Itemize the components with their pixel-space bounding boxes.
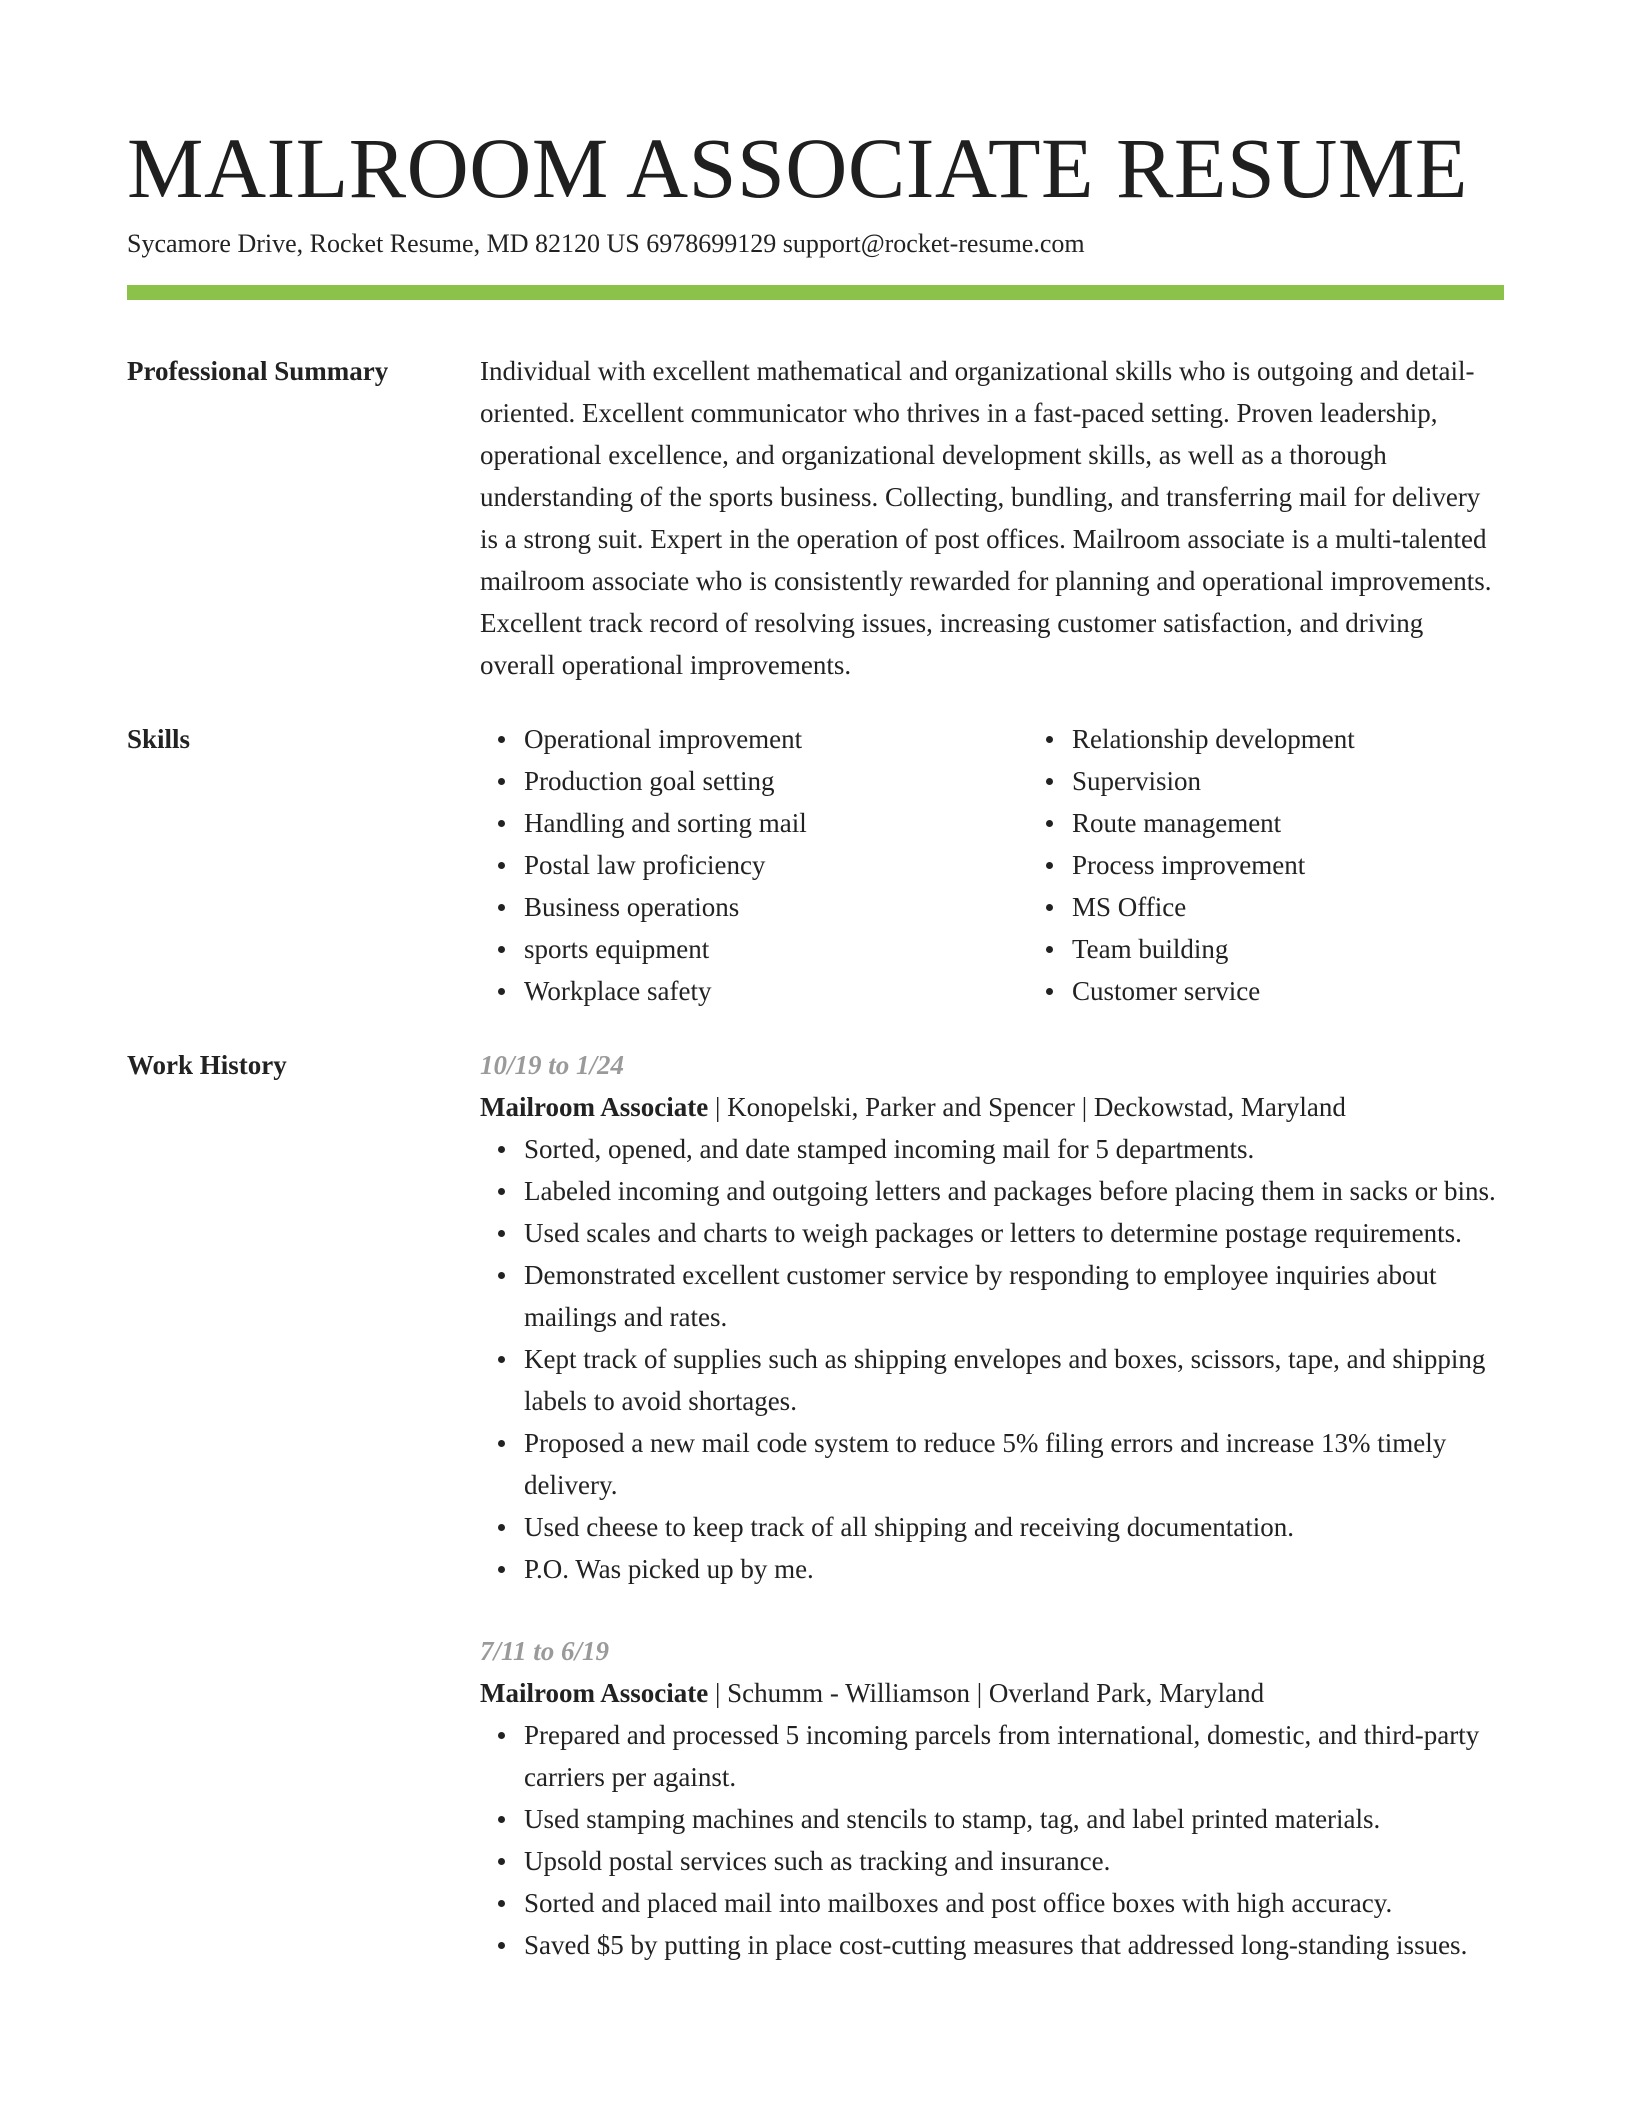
skill-item: Postal law proficiency [524,844,1028,886]
summary-text: Individual with excellent mathematical and organizational skills who is outgoing and detail-oriented. Excellent communicator who thrives in a fast-paced setting. Proven leadership, operational excellence, and organizational development skills, as well as a thorough understanding of the sports business. Collecting, bundling, and transferring mail for delivery is a strong suit. Expert in the operation of post offices. Mailroom associate is a multi-talented mailroom associate who is consistently rewarded for planning and operational improvements. Excellent track record of resolving issues, increasing customer satisfaction, and driving overall operational improvements. [480,356,1492,680]
skills-column-right [1028,718,1576,1012]
job-bullet: Labeled incoming and outgoing letters and packages before placing them in sacks or bins. [524,1170,1504,1212]
skill-item: Workplace safety [524,970,1028,1012]
job-bullet: Upsold postal services such as tracking and insurance. [524,1840,1504,1882]
job-bullet: Used cheese to keep track of all shipping and receiving documentation. [524,1506,1504,1548]
job-title: Mailroom Associate [480,1092,709,1122]
section-label: Skills [127,724,191,754]
section-label: Professional Summary [127,356,389,386]
job-details: | Konopelski, Parker and Spencer | Deckowstad, Maryland [708,1092,1346,1122]
skill-item: Route management [1072,802,1576,844]
resume-page [127,118,1504,1966]
job-bullet: Sorted, opened, and date stamped incoming mail for 5 departments. [524,1128,1504,1170]
professional-summary-section [127,350,1504,686]
job-title: Mailroom Associate [480,1678,709,1708]
skills-grid [480,718,1576,1012]
contact-line: Sycamore Drive, Rocket Resume, MD 82120 US 6978699129 support@rocket-resume.com [127,229,1085,258]
skills-column-left [480,718,1028,1012]
skill-item: Production goal setting [524,760,1028,802]
skill-item: Handling and sorting mail [524,802,1028,844]
job-bullet: Saved $5 by putting in place cost-cutting measures that addressed long-standing issues. [524,1924,1504,1966]
skill-item: Process improvement [1072,844,1576,886]
work-history-body [480,1044,1504,1966]
job-entry [480,1044,1504,1590]
job-bullet: P.O. Was picked up by me. [524,1548,1504,1590]
skill-item: Operational improvement [524,718,1028,760]
job-bullet: Kept track of supplies such as shipping envelopes and boxes, scissors, tape, and shipping labels to avoid shortages. [524,1338,1504,1422]
skill-item: Relationship development [1072,718,1576,760]
job-bullet: Proposed a new mail code system to reduce 5% filing errors and increase 13% timely delivery. [524,1422,1504,1506]
job-dates: 10/19 to 1/24 [480,1050,625,1080]
job-bullet: Used stamping machines and stencils to stamp, tag, and label printed materials. [524,1798,1504,1840]
skill-item: MS Office [1072,886,1576,928]
job-heading [480,1672,1504,1714]
job-bullets [480,1128,1504,1590]
job-bullet: Prepared and processed 5 incoming parcels from international, domestic, and third-party carriers per against. [524,1714,1504,1798]
skill-item: Business operations [524,886,1028,928]
job-bullet: Used scales and charts to weigh packages or letters to determine postage requirements. [524,1212,1504,1254]
skills-section [127,718,1504,1012]
job-bullet: Demonstrated excellent customer service by responding to employee inquiries about mailings and rates. [524,1254,1504,1338]
job-bullets [480,1714,1504,1966]
skill-item: Customer service [1072,970,1576,1012]
job-dates: 7/11 to 6/19 [480,1636,610,1666]
resume-title: MAILROOM ASSOCIATE RESUME [127,120,1468,216]
job-bullet: Sorted and placed mail into mailboxes and post office boxes with high accuracy. [524,1882,1504,1924]
job-entry [480,1630,1504,1966]
section-label: Work History [127,1050,287,1080]
skill-item: sports equipment [524,928,1028,970]
accent-rule [127,285,1504,300]
job-details: | Schumm - Williamson | Overland Park, Maryland [708,1678,1265,1708]
work-history-section [127,1044,1504,1966]
skill-item: Team building [1072,928,1576,970]
job-heading [480,1086,1504,1128]
skill-item: Supervision [1072,760,1576,802]
